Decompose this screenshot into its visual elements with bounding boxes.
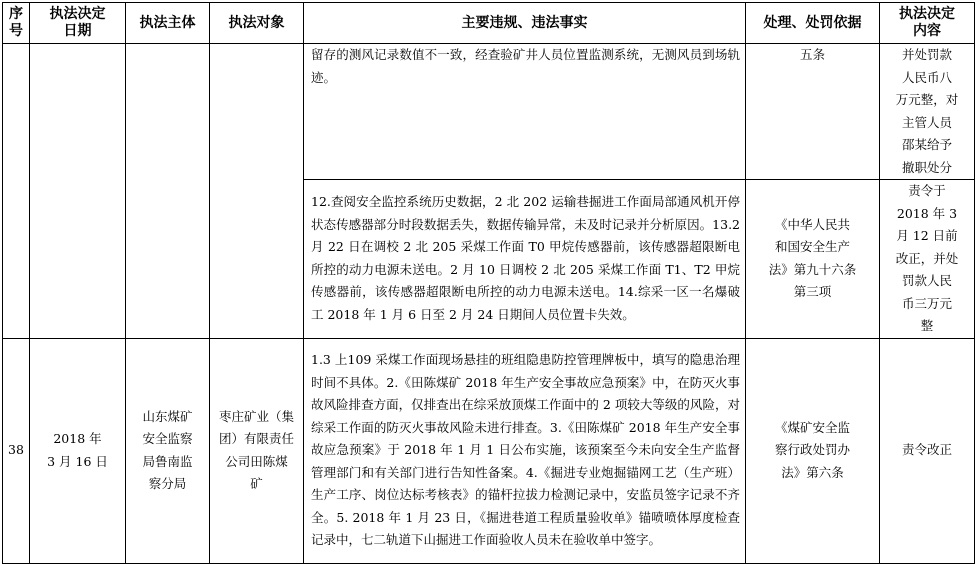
violation-cell: 留存的测风记录数值不一致，经查验矿井人员位置监测系统，无测风员到场轨迹。 [304, 44, 746, 180]
decision-cell: 并处罚款 人民币八 万元整，对 主管人员 邵某给予 撤职处分 [880, 44, 975, 180]
table-row [3, 44, 975, 180]
seq-cell: 38 [3, 338, 30, 563]
header-row [3, 3, 975, 44]
violation-cell: 1.3 上109 采煤工作面现场悬挂的班组隐患防控管理牌板中，填写的隐患治理时间不具体。2.《田陈煤矿 2018 年生产安全事故应急预案》中，在防灭火事故风险排查方面，仅排查出在综采放顶煤工作面中的 2 项较大等级的风险，对综采工作面的防灭火事故风险未进行排查。3.《田陈煤矿 2018 年生产安全事故应急预案》于 2018 年 1 月 1 日公布实施，该预案至今未向安全生产监督管理部门和有关部门进行告知性备案。4.《掘进专业炮掘锚网工艺（生产班）生产工序、岗位达标考核表》的锚杆拉拔力检测记录中，安监员签字记录不齐全。5. 2018 年 1 月 23 日，《掘进巷道工程质量验收单》锚喷喷体厚度检查记录中，七二轨道下山掘进工作面验收人员未在验收单中签字。 [304, 338, 746, 563]
target-cell: 枣庄矿业（集 团）有限责任 公司田陈煤 矿 [210, 338, 304, 563]
date-cell: 2018 年 3 月 16 日 [30, 338, 126, 563]
header-decision: 执法决定 内容 [880, 3, 975, 44]
header-seq: 序 号 [3, 3, 30, 44]
violation-cell: 12.查阅安全监控系统历史数据，2 北 202 运输巷掘进工作面局部通风机开停状态传感器部分时段数据丢失，数据传输异常，未及时记录并分析原因。13.2 月 22 日在调校 2 北 205 采煤工作面 T0 甲烷传感器前，该传感器超限断电所控的动力电源未送电。2 月 10 日调校 2 北 205 采煤工作面 T1、T2 甲烷传感器前，该传感器超限断电所控的动力电源未送电。14.综采一区一名爆破工 2018 年 1 月 6 日至 2 月 24 日期间人员位置卡失效。 [304, 180, 746, 339]
table-row [3, 338, 975, 563]
seq-cell [3, 44, 30, 339]
agency-cell: 山东煤矿 安全监察 局鲁南监 察分局 [126, 338, 210, 563]
header-violation: 主要违规、违法事实 [304, 3, 746, 44]
header-basis: 处理、处罚依据 [746, 3, 880, 44]
basis-cell: 《煤矿安全监 察行政处罚办 法》第六条 [746, 338, 880, 563]
decision-cell: 责令改正 [880, 338, 975, 563]
basis-cell: 《中华人民共 和国安全生产 法》第九十六条 第三项 [746, 180, 880, 339]
agency-cell [126, 44, 210, 339]
date-cell [30, 44, 126, 339]
basis-cell: 五条 [746, 44, 880, 180]
header-target: 执法对象 [210, 3, 304, 44]
header-agency: 执法主体 [126, 3, 210, 44]
header-date: 执法决定 日期 [30, 3, 126, 44]
decision-cell: 责令于 2018 年 3 月 12 日前 改正，并处 罚款人民 币三万元 整 [880, 180, 975, 339]
enforcement-table [2, 2, 975, 564]
target-cell [210, 44, 304, 339]
